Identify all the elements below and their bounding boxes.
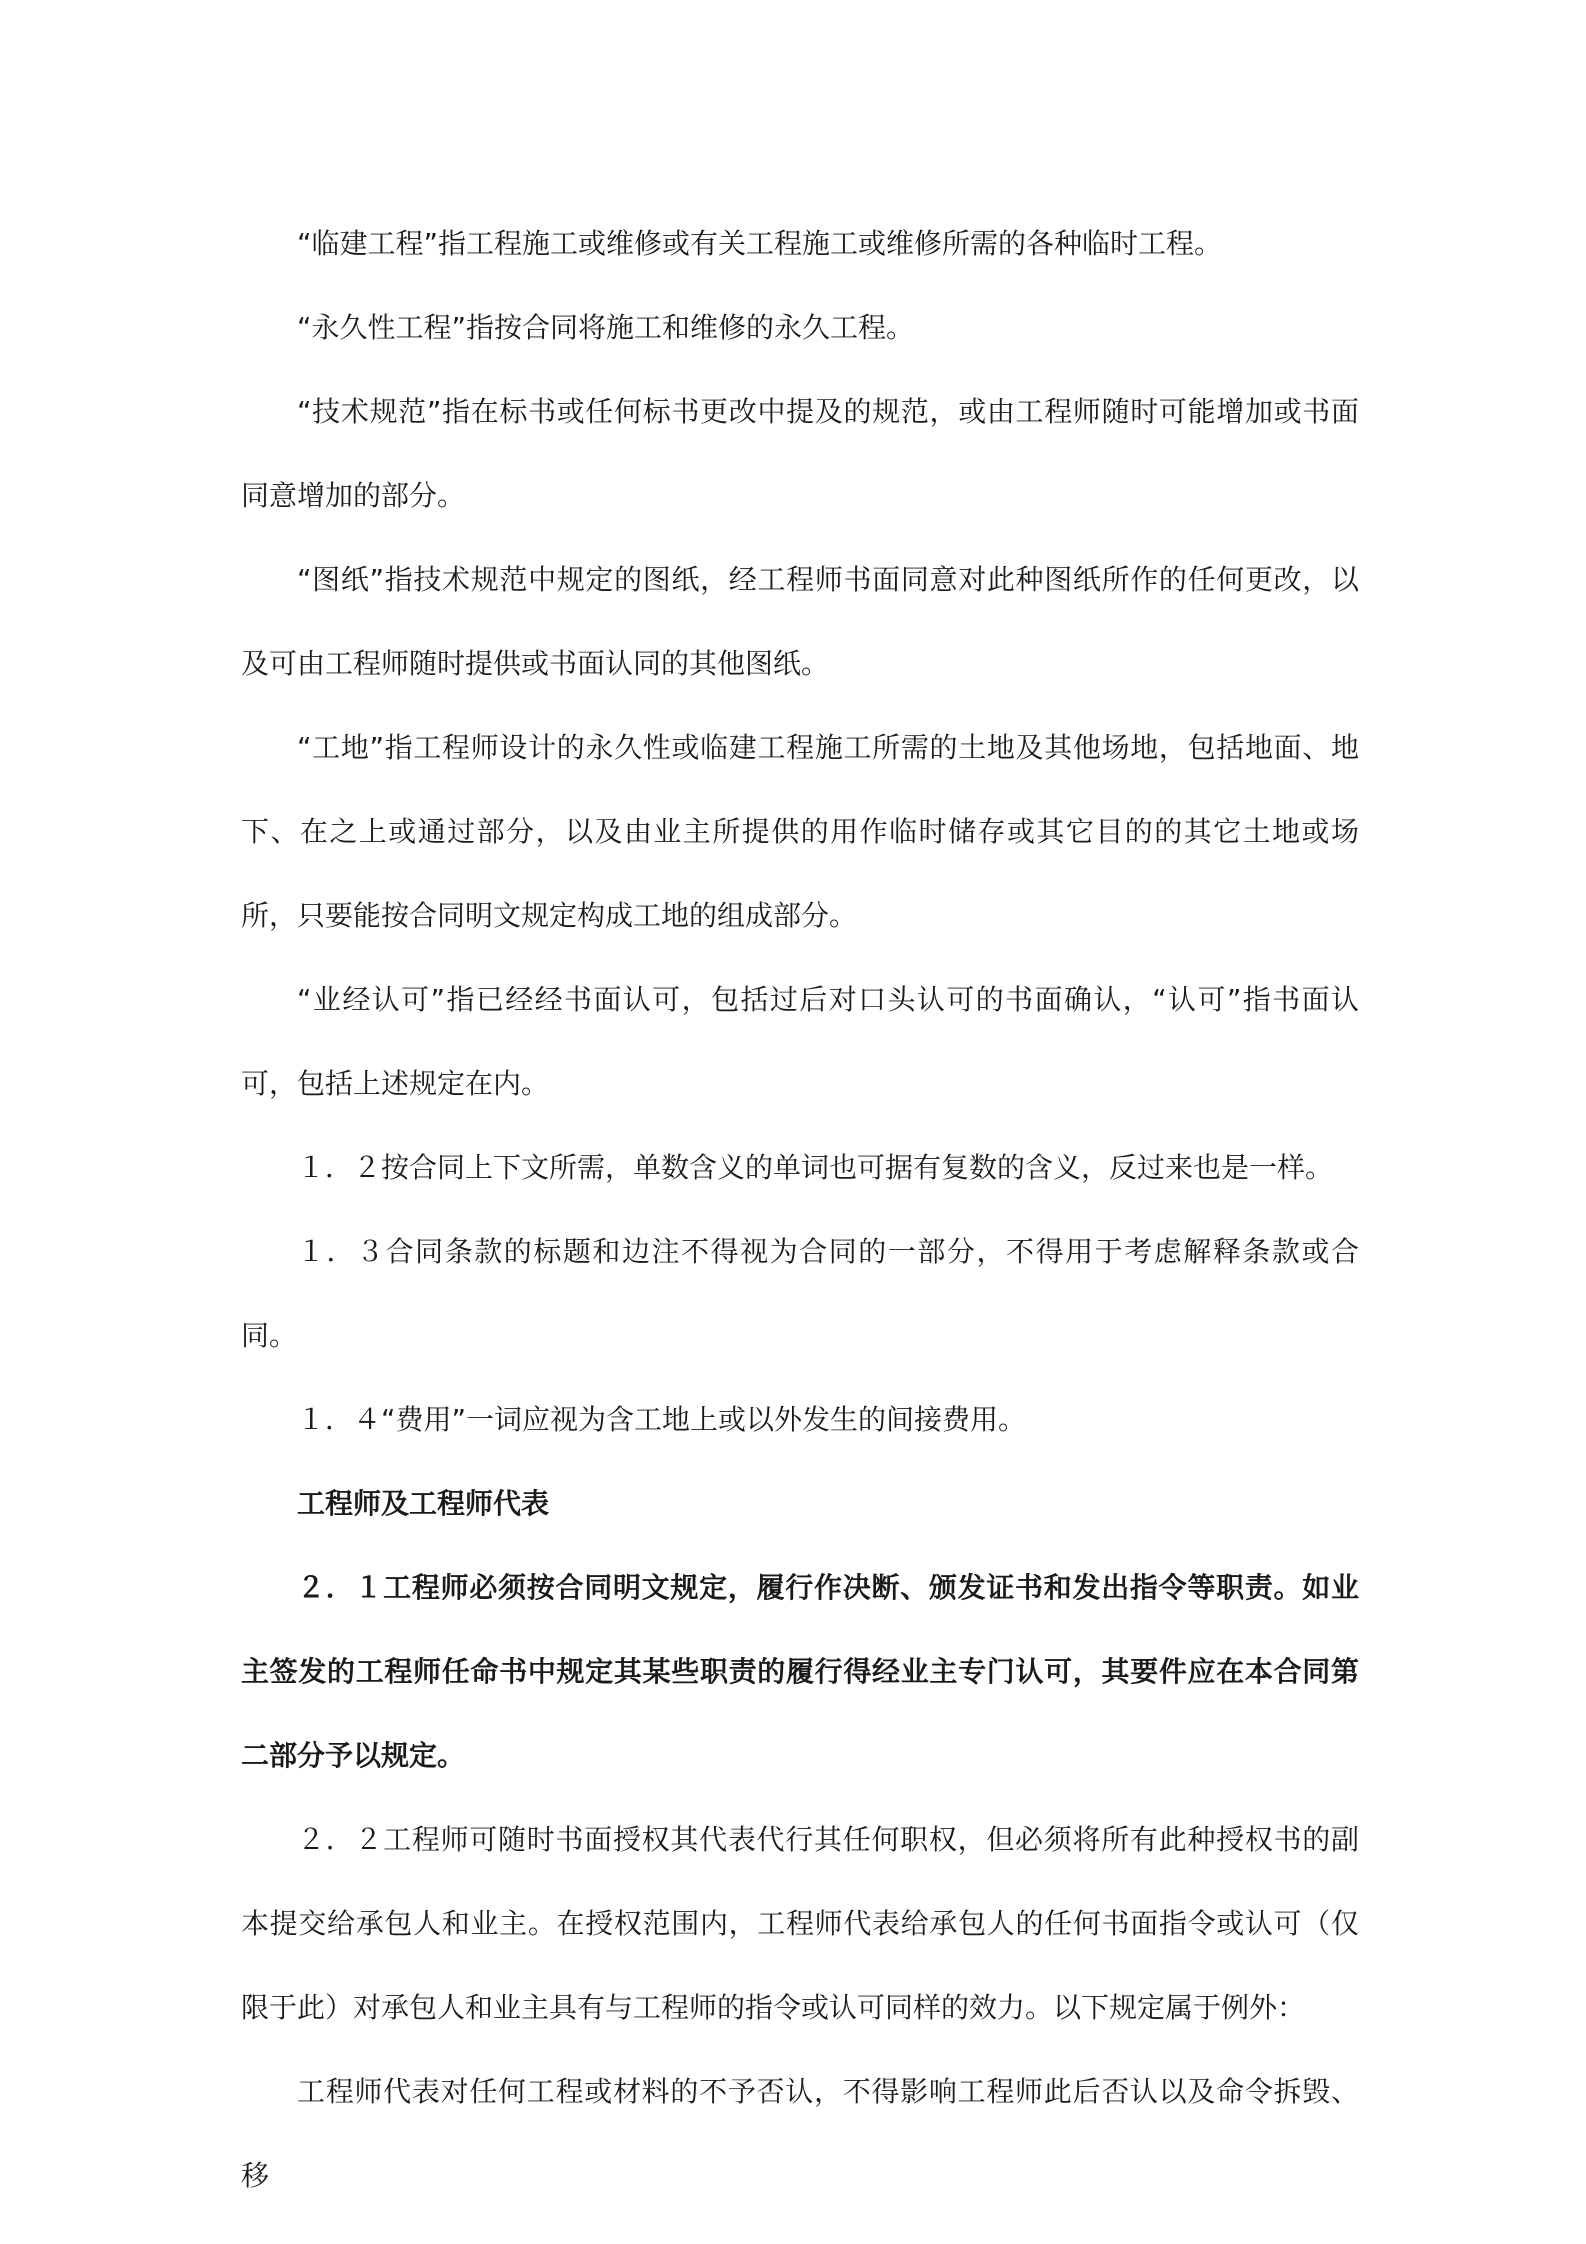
section-heading: 工程师及工程师代表 <box>297 1487 550 1520</box>
paragraph-specification: “技术规范”指在标书或任何标书更改中提及的规范，或由工程师随时可能增加或书面同意增加的部分。 <box>241 395 1359 512</box>
paragraph-approved: “业经认可”指已经经书面认可，包括过后对口头认可的书面确认，“认可”指书面认可，包括上述规定在内。 <box>241 983 1359 1100</box>
clause-1-3: １．３合同条款的标题和边注不得视为合同的一部分，不得用于考虑解释条款或合同。 <box>241 1235 1359 1352</box>
clause-1-4: １．４“费用”一词应视为含工地上或以外发生的间接费用。 <box>297 1403 1027 1436</box>
paragraph-drawings: “图纸”指技术规范中规定的图纸，经工程师书面同意对此种图纸所作的任何更改，以及可由工程师随时提供或书面认同的其他图纸。 <box>241 563 1359 680</box>
paragraph-site: “工地”指工程师设计的永久性或临建工程施工所需的土地及其他场地，包括地面、地下、在之上或通过部分，以及由业主所提供的用作临时储存或其它目的的其它土地或场所，只要能按合同明文规定构成工地的组成部分。 <box>241 731 1359 932</box>
clause-1-2: １．２按合同上下文所需，单数含义的单词也可据有复数的含义，反过来也是一样。 <box>297 1151 1334 1184</box>
document-body <box>241 202 1359 2218</box>
clause-2-1: ２．１工程师必须按合同明文规定，履行作决断、颁发证书和发出指令等职责。如业主签发的工程师任命书中规定其某些职责的履行得经业主专门认可，其要件应在本合同第二部分予以规定。 <box>241 1571 1359 1772</box>
paragraph-permanent-works: “永久性工程”指按合同将施工和维修的永久工程。 <box>297 311 915 344</box>
clause-2-2: ２．２工程师可随时书面授权其代表代行其任何职权，但必须将所有此种授权书的副本提交给承包人和业主。在授权范围内，工程师代表给承包人的任何书面指令或认可（仅限于此）对承包人和业主具有与工程师的指令或认可同样的效力。以下规定属于例外： <box>241 1823 1359 2024</box>
paragraph-exception: 工程师代表对任何工程或材料的不予否认，不得影响工程师此后否认以及命令拆毁、移 <box>241 2075 1359 2192</box>
paragraph-temporary-works: “临建工程”指工程施工或维修或有关工程施工或维修所需的各种临时工程。 <box>297 227 1223 260</box>
